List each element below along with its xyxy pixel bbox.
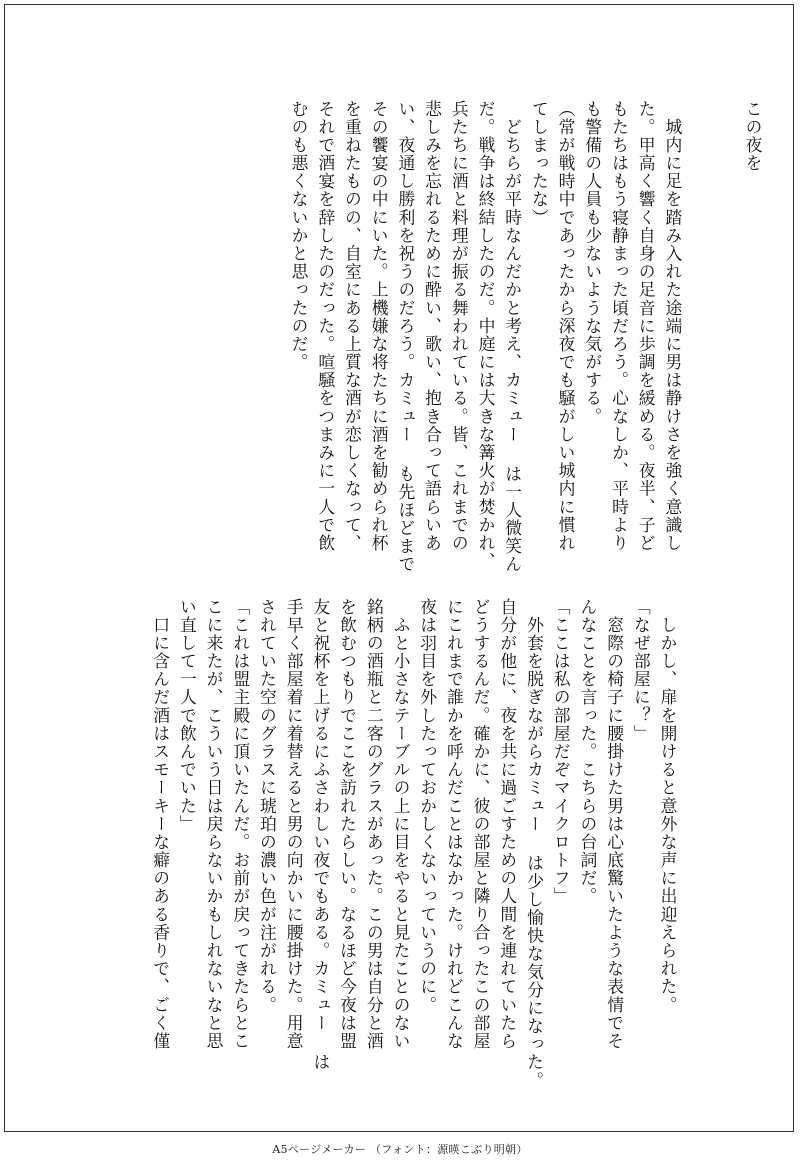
upper-text-line — [686, 100, 713, 545]
upper-text-line: もたちはもう寝静まった頃だろう。心なしか、平時より — [609, 100, 630, 553]
lower-text-line: 「なぜ部屋に？」 — [631, 598, 652, 743]
upper-text-line: その饗宴の中にいた。上機嫌な将たちに酒を勧められ杯 — [369, 100, 390, 553]
lower-text-line: 口に含んだ酒はスモーキーな癖のある香りで、ごく僅 — [150, 598, 171, 1051]
lower-text-line: にこれまで誰かを呼んだことはなかった。けれどこんな — [444, 598, 465, 1051]
lower-text-line: こに来たが、こういう日は戻らないかもしれないなと思 — [204, 598, 225, 1051]
lower-text-line: 夜は羽目を外したっておかしくないっていうのに。 — [417, 598, 438, 1015]
upper-text-line: この夜を — [743, 100, 763, 173]
upper-text-line — [713, 100, 740, 545]
footer-credit: A5ページメーカー （フォント：源暎こぶり明朝） — [272, 1143, 528, 1156]
lower-text-block — [147, 598, 681, 1090]
upper-text-block — [285, 100, 766, 574]
upper-text-line: 悲しみを忘れるために酔い、歌い、抱き合って語らいあ — [422, 100, 443, 553]
upper-text-line: それで酒宴を辞したのだった。喧騒をつまみに一人で飲 — [315, 100, 336, 553]
lower-text-line: 「これは盟主殿に頂いたんだ。お前が戻ってきたらとこ — [230, 598, 251, 1051]
lower-text-line: 窓際の椅子に腰掛けた男は心底驚いたような表情でそ — [604, 598, 625, 1051]
lower-text-line: 銘柄の酒瓶と二客のグラスがあった。この男は自分と酒 — [364, 598, 385, 1051]
upper-text-line: むのも悪くないかと思ったのだ。 — [289, 100, 310, 372]
lower-text-line: 自分が他に、夜を共に過ごすための人間を連れていたら — [497, 598, 518, 1051]
lower-text-line: どうするんだ。確かに、彼の部屋と隣り合ったこの部屋 — [471, 598, 492, 1051]
lower-text-line: 「ここは私の部屋だぞマイクロトフ」 — [551, 598, 572, 906]
lower-text-line: い直して一人で飲んでいた」 — [177, 598, 198, 834]
lower-text-line: 友と祝杯を上げるにふさわしい夜でもある。カミュー は — [310, 598, 331, 1072]
lower-text-line: 手早く部屋着に着替えると男の向かいに腰掛けた。用意 — [284, 598, 305, 1051]
upper-text-line: （常が戦時中であったから深夜でも騒がしい城内に慣れ — [556, 100, 577, 553]
lower-text-line: ふと小さなテーブルの上に目をやると見たことのない — [390, 598, 411, 1051]
upper-text-line: を重ねたものの、自室にある上質な酒が恋しくなって、 — [342, 100, 363, 553]
lower-text-line: んなことを言った。こちらの台詞だ。 — [577, 598, 598, 906]
upper-text-line: 兵たちに酒と料理が振る舞われている。皆、これまでの — [449, 100, 470, 553]
upper-text-line: だ。戦争は終結したのだ。中庭には大きな篝火が焚かれ、 — [475, 100, 496, 571]
upper-text-line: い、夜通し勝利を祝うのだろう。カミュー も先ほどまで — [395, 100, 416, 574]
upper-text-line: てしまったな） — [529, 100, 550, 227]
upper-text-line: 城内に足を踏み入れた途端に男は静けさを強く意識し — [662, 100, 683, 553]
upper-text-line: も警備の人員も少ないような気がする。 — [582, 100, 603, 426]
lower-text-line: 外套を脱ぎながらカミュー は少し愉快な気分になった。 — [524, 598, 545, 1090]
lower-text-line: を飲むつもりでここを訪れたらしい。なるほど今夜は盟 — [337, 598, 358, 1051]
upper-text-line: た。甲高く響く自身の足音に歩調を緩める。夜半、子ど — [636, 100, 657, 553]
upper-text-line: どちらが平時なんだかと考え、カミュー は一人微笑ん — [502, 100, 523, 574]
lower-text-line: しかし、扉を開けると意外な声に出迎えられた。 — [658, 598, 678, 1015]
lower-text-line: されていた空のグラスに琥珀の濃い色が注がれる。 — [257, 598, 278, 1015]
